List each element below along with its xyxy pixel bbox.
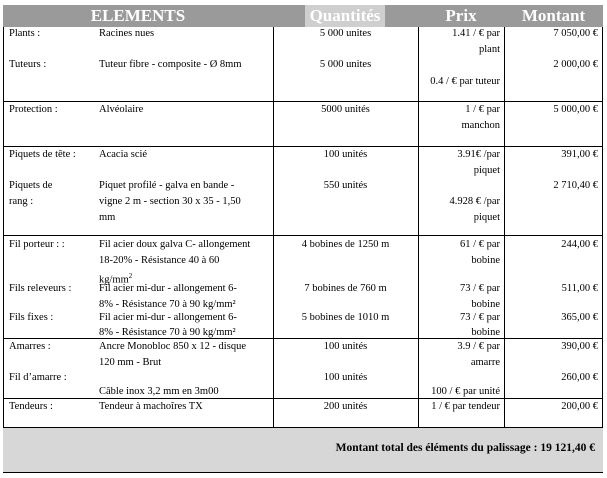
header-quantites: Quantités <box>305 5 385 27</box>
row-price-fils-releveurs-line2: bobine <box>471 299 500 310</box>
row-amount-piquets-tete: 391,00 € <box>561 149 598 160</box>
row-desc-tendeurs: Tendeur à machoîres TX <box>99 401 203 412</box>
row-amount-tendeurs: 200,00 € <box>561 401 598 412</box>
row-label-fils-releveurs: Fils releveurs : <box>9 283 72 294</box>
row-qty-fils-fixes: 5 bobines de 1010 m <box>301 312 390 323</box>
header-montant: Montant <box>521 6 586 25</box>
row-desc-amarres-line2: 120 mm - Brut <box>99 357 162 368</box>
row-label-fil-porteur: Fil porteur : : <box>9 239 65 250</box>
row-label-amarres: Amarres : <box>9 341 51 352</box>
row-desc-fils-fixes-line1: Fil acier mi-dur - allongement 6- <box>99 312 237 323</box>
row-qty-tendeurs: 200 unités <box>323 401 368 412</box>
palissage-cost-table <box>3 5 603 473</box>
row-price-tendeurs: 1 / € par tendeur <box>431 401 500 412</box>
row-price-piquets-rang-line2: piquet <box>473 212 500 223</box>
row-amount-protection: 5 000,00 € <box>553 104 598 115</box>
row-amount-plants: 7 050,00 € <box>553 28 598 39</box>
row-price-piquets-rang-line1: 4.928 € /par <box>449 196 500 207</box>
row-qty-fil-amarre: 100 unités <box>323 372 368 383</box>
grand-total: Montant total des éléments du palissage : 19 121,40 € <box>335 442 595 454</box>
row-desc-fils-fixes-line2: 8% - Résistance 70 à 90 kg/mm² <box>99 327 236 338</box>
row-qty-fil-porteur: 4 bobines de 1250 m <box>301 239 390 250</box>
unit-text: kg/mm <box>99 274 129 286</box>
row-price-tuteurs: 0.4 / € par tuteur <box>430 76 500 87</box>
row-desc-tuteurs: Tuteur fibre - composite - Ø 8mm <box>99 59 242 70</box>
row-price-plants-line1: 1.41 / € par <box>452 28 500 39</box>
row-amount-fil-amarre: 260,00 € <box>561 372 598 383</box>
row-price-protection-line2: manchon <box>461 120 500 131</box>
unit-superscript: 2 <box>128 272 133 280</box>
column-divider <box>504 27 505 427</box>
header-elements: ELEMENTS <box>90 6 186 25</box>
row-amount-tuteurs: 2 000,00 € <box>553 59 598 70</box>
row-desc-piquets-tete: Acacia scié <box>99 149 148 160</box>
row-amount-fils-fixes: 365,00 € <box>561 312 598 323</box>
row-price-fils-fixes-line2: bobine <box>471 327 500 338</box>
row-desc-plants: Racines nues <box>99 28 155 39</box>
row-qty-piquets-tete: 100 unités <box>323 149 368 160</box>
row-amount-fil-porteur: 244,00 € <box>561 239 598 250</box>
row-price-fils-releveurs-line1: 73 / € par <box>460 283 500 294</box>
row-desc-piquets-rang-line1: Piquet profilé - galva en bande - <box>99 180 235 191</box>
row-label-protection: Protection : <box>9 104 58 115</box>
row-divider <box>3 235 603 236</box>
row-desc-fil-porteur-line1: Fil acier doux galva C- allongement <box>99 239 251 250</box>
total-footer <box>3 427 603 473</box>
row-price-protection-line1: 1 / € par <box>465 104 500 115</box>
row-label-fils-fixes: Fils fixes : <box>9 312 54 323</box>
row-price-fil-porteur-line2: bobine <box>471 255 500 266</box>
row-price-piquets-tete-line2: piquet <box>473 165 500 176</box>
table-border-left <box>3 27 4 427</box>
row-qty-plants: 5 000 unites <box>319 28 372 39</box>
row-amount-fils-releveurs: 511,00 € <box>561 283 598 294</box>
row-label-piquets-rang-line2: rang : <box>9 196 34 207</box>
row-desc-fil-porteur-line2: 18-20% - Résistance 40 à 60 <box>99 255 220 266</box>
row-desc-amarres-line1: Ancre Monobloc 850 x 12 - disque <box>99 341 246 352</box>
row-price-amarres-line1: 3.9 / € par <box>457 341 500 352</box>
row-price-fil-amarre: 100 / € par unité <box>431 386 500 397</box>
row-qty-piquets-rang: 550 unités <box>323 180 368 191</box>
row-desc-piquets-rang-line2: vigne 2 m - section 30 x 35 - 1,50 <box>99 196 241 207</box>
row-qty-fils-releveurs: 7 bobines de 760 m <box>304 283 387 294</box>
row-label-tendeurs: Tendeurs : <box>9 401 53 412</box>
row-label-piquets-rang-line1: Piquets de <box>9 180 53 191</box>
row-amount-piquets-rang: 2 710,40 € <box>553 180 598 191</box>
row-price-fil-porteur-line1: 61 / € par <box>460 239 500 250</box>
row-label-plants: Plants : <box>9 28 41 39</box>
row-desc-fils-releveurs-line1: Fil acier mi-dur - allongement 6- <box>99 283 237 294</box>
row-qty-amarres: 100 unités <box>323 341 368 352</box>
column-divider <box>273 27 274 427</box>
row-desc-protection: Alvéolaire <box>99 104 144 115</box>
row-amount-amarres: 390,00 € <box>561 341 598 352</box>
row-price-piquets-tete-line1: 3.91€ /par <box>457 149 500 160</box>
row-label-fil-amarre: Fil d’amarre : <box>9 372 67 383</box>
row-qty-tuteurs: 5 000 unites <box>319 59 372 70</box>
row-label-piquets-tete: Piquets de tête : <box>9 149 76 160</box>
header-prix: Prix <box>445 6 477 25</box>
row-desc-fil-amarre: Câble inox 3,2 mm en 3m00 <box>99 386 219 397</box>
row-desc-fils-releveurs-line2: 8% - Résistance 70 à 90 kg/mm² <box>99 299 236 310</box>
row-qty-protection: 5000 unités <box>321 104 370 115</box>
row-desc-piquets-rang-line3: mm <box>99 212 116 223</box>
table-border-right <box>602 27 603 427</box>
row-label-tuteurs: Tuteurs : <box>9 59 47 70</box>
row-price-fils-fixes-line1: 73 / € par <box>460 312 500 323</box>
row-price-plants-line2: plant <box>479 44 500 55</box>
row-price-amarres-line2: amarre <box>470 357 500 368</box>
